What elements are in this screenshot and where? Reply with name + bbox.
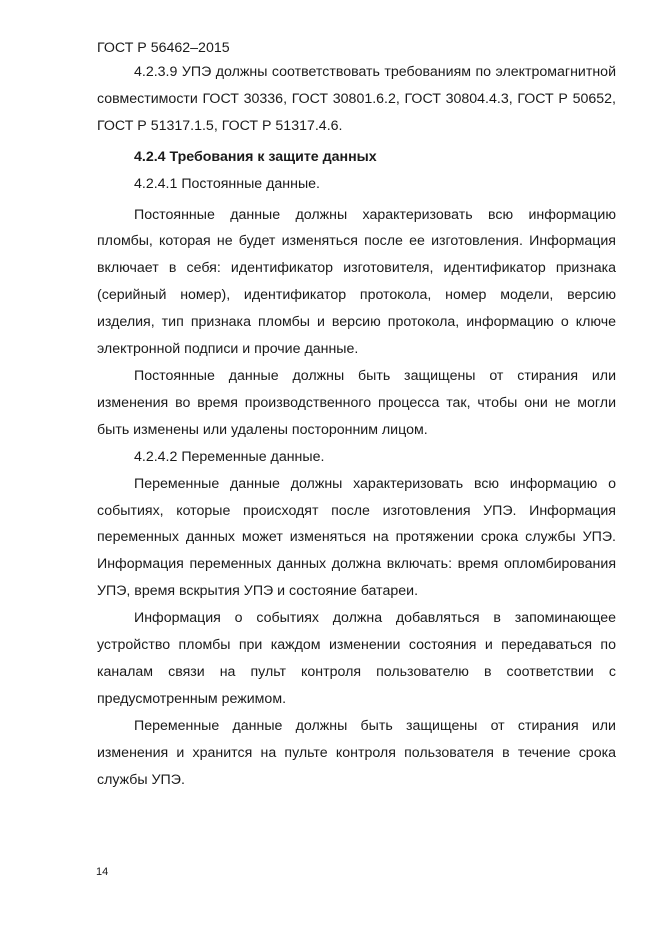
paragraph-event-information: Информация о событиях должна добавляться в запоминающее устройство пломбы при каждом изменении состояния и передаваться по каналам связи на пульт контроля пользователю в соответствии с предусмотренным режимом. (97, 610, 616, 707)
standard-header: ГОСТ Р 56462–2015 (97, 40, 230, 56)
section-heading-4-2-4: 4.2.4 Требования к защите данных (134, 148, 377, 165)
subsection-4-2-4-2: 4.2.4.2 Переменные данные. (134, 448, 325, 465)
document-body (97, 59, 616, 793)
paragraph-4-2-3-9: 4.2.3.9 УПЭ должны соответствовать требованиям по электромагнитной совместимости ГОСТ 30336, ГОСТ 30801.6.2, ГОСТ 30804.4.3, ГОСТ Р 50652, ГОСТ Р 51317.1.5, ГОСТ Р 51317.4.6. (97, 64, 616, 134)
paragraph-variable-data-description: Переменные данные должны характеризовать всю информацию о событиях, которые происходят после изготовления УПЭ. Информация переменных данных может изменяться на протяжении срока службы УПЭ. Информация переменных данных должна включать: время опломбирования УПЭ, время вскрытия УПЭ и состояние батареи. (97, 475, 616, 600)
paragraph-variable-data-protection: Переменные данные должны быть защищены от стирания или изменения и хранится на пульте контроля пользователя в течение срока службы УПЭ. (97, 717, 616, 788)
paragraph-constant-data-protection: Постоянные данные должны быть защищены от стирания или изменения во время производственного процесса так, чтобы они не могли быть изменены или удалены посторонним лицом. (97, 367, 616, 438)
subsection-4-2-4-1: 4.2.4.1 Постоянные данные. (134, 175, 320, 192)
page-number: 14 (96, 866, 109, 878)
paragraph-constant-data-description: Постоянные данные должны характеризовать всю информацию пломбы, которая не будет изменяться после ее изготовления. Информация включает в себя: идентификатор изготовителя, идентификатор признака (серийный номер), идентификатор протокола, номер модели, версию изделия, тип признака пломбы и версию протокола, информацию о ключе электронной подписи и прочие данные. (97, 206, 616, 358)
